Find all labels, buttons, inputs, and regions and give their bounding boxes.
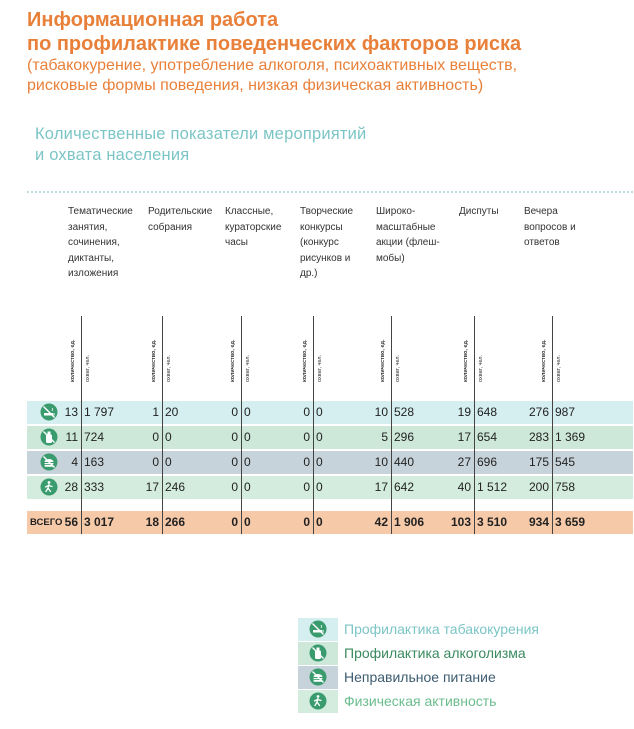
cell-count: 4 bbox=[71, 455, 78, 469]
no-junk-food-icon bbox=[309, 668, 327, 691]
cell-reach: 1 512 bbox=[477, 480, 508, 494]
cell-reach: 266 bbox=[165, 515, 186, 529]
cell-count: 17 bbox=[374, 480, 388, 494]
sublabel-reach-wrap bbox=[316, 320, 330, 382]
cell-count: 0 bbox=[303, 515, 310, 529]
cell-count: 10 bbox=[374, 405, 388, 419]
cell-count: 17 bbox=[457, 430, 471, 444]
sublabel-reach-wrap bbox=[555, 320, 569, 382]
column-header-2: Родительские собрания bbox=[148, 206, 213, 233]
section-title-line1: Количественные показатели мероприятий bbox=[35, 125, 367, 143]
cell-reach: 246 bbox=[165, 480, 186, 494]
cell-reach: 20 bbox=[165, 405, 179, 419]
cell-count: 11 bbox=[65, 430, 78, 444]
cell-count: 0 bbox=[231, 455, 238, 469]
column-header-7: Вечера вопросов и ответов bbox=[524, 206, 576, 248]
sublabel-reach: охват, чел. bbox=[166, 355, 172, 382]
sublabel-reach-wrap bbox=[84, 320, 98, 382]
sublabel-reach: охват, чел. bbox=[395, 355, 401, 382]
page-title-line1: Информационная работа bbox=[27, 9, 279, 31]
legend-label: Физическая активность bbox=[344, 693, 497, 709]
cell-count: 0 bbox=[152, 430, 159, 444]
sublabel-count: количество, ед. bbox=[463, 339, 469, 382]
cell-reach: 3 659 bbox=[555, 515, 586, 529]
cell-count: 27 bbox=[457, 455, 471, 469]
cell-reach: 0 bbox=[244, 515, 251, 529]
cell-count: 0 bbox=[152, 455, 159, 469]
cell-reach: 0 bbox=[316, 480, 323, 494]
cell-reach: 0 bbox=[316, 515, 323, 529]
cell-count: 28 bbox=[64, 480, 78, 494]
column-divider bbox=[162, 316, 163, 534]
header bbox=[27, 8, 627, 96]
cell-reach: 0 bbox=[316, 405, 323, 419]
column-header-3: Классные, кураторские часы bbox=[225, 206, 282, 248]
cell-reach: 163 bbox=[84, 455, 105, 469]
cell-count: 56 bbox=[64, 515, 78, 529]
cell-count: 0 bbox=[303, 430, 310, 444]
cell-reach: 1 906 bbox=[394, 515, 425, 529]
column-header-4: Творческие конкурсы (конкурс рисунков и др.) bbox=[300, 206, 354, 279]
cell-reach: 987 bbox=[555, 405, 576, 419]
legend-label: Профилактика алкоголизма bbox=[344, 645, 526, 661]
cell-reach: 545 bbox=[555, 455, 576, 469]
cell-count: 175 bbox=[528, 455, 549, 469]
column-header-6: Диспуты bbox=[459, 206, 499, 217]
cell-count: 0 bbox=[303, 455, 310, 469]
cell-reach: 528 bbox=[394, 405, 415, 419]
cell-reach: 0 bbox=[165, 430, 172, 444]
no-smoking-icon bbox=[309, 620, 327, 643]
legend-label: Неправильное питание bbox=[344, 669, 496, 685]
cell-reach: 696 bbox=[477, 455, 498, 469]
cell-reach: 1 797 bbox=[84, 405, 115, 419]
cell-reach: 758 bbox=[555, 480, 576, 494]
cell-reach: 296 bbox=[394, 430, 415, 444]
cell-reach: 0 bbox=[244, 405, 251, 419]
sublabel-count: количество, ед. bbox=[302, 339, 308, 382]
sublabel-count: количество, ед. bbox=[541, 339, 547, 382]
page-title-line2: по профилактике поведенческих факторов риска bbox=[27, 33, 522, 55]
section-title-line2: и охвата населения bbox=[35, 146, 190, 164]
cell-reach: 1 369 bbox=[555, 430, 586, 444]
cell-reach: 333 bbox=[84, 480, 105, 494]
cell-reach: 724 bbox=[84, 430, 105, 444]
cell-reach: 0 bbox=[316, 430, 323, 444]
no-alcohol-icon bbox=[309, 644, 327, 667]
sublabel-count: количество, ед. bbox=[70, 339, 76, 382]
dotted-divider bbox=[27, 191, 633, 193]
cell-reach: 642 bbox=[394, 480, 415, 494]
cell-count: 934 bbox=[528, 515, 549, 529]
cell-reach: 0 bbox=[165, 455, 172, 469]
column-divider bbox=[313, 316, 314, 534]
cell-count: 5 bbox=[381, 430, 388, 444]
column-divider bbox=[552, 316, 553, 534]
sublabel-reach-wrap bbox=[477, 320, 491, 382]
sublabel-count: количество, ед. bbox=[380, 339, 386, 382]
column-header-5: Широко-масштабные акции (флеш-мобы) bbox=[376, 206, 440, 264]
cell-count: 0 bbox=[303, 480, 310, 494]
column-divider bbox=[391, 316, 392, 534]
cell-reach: 0 bbox=[316, 455, 323, 469]
sublabel-reach: охват, чел. bbox=[317, 355, 323, 382]
legend-swatch bbox=[298, 666, 338, 689]
cell-count: 13 bbox=[64, 405, 78, 419]
cell-count: 18 bbox=[145, 515, 159, 529]
cell-count: 42 bbox=[374, 515, 388, 529]
cell-count: 17 bbox=[145, 480, 159, 494]
cell-count: 200 bbox=[528, 480, 549, 494]
sublabel-reach: охват, чел. bbox=[478, 355, 484, 382]
sublabel-count: количество, ед. bbox=[230, 339, 236, 382]
cell-count: 1 bbox=[152, 405, 159, 419]
sublabel-reach-wrap bbox=[394, 320, 408, 382]
cell-count: 0 bbox=[231, 515, 238, 529]
cell-count: 40 bbox=[457, 480, 471, 494]
sublabel-reach: охват, чел. bbox=[556, 355, 562, 382]
legend-swatch bbox=[298, 690, 338, 713]
sublabel-reach: охват, чел. bbox=[85, 355, 91, 382]
section-title bbox=[35, 124, 366, 166]
cell-reach: 654 bbox=[477, 430, 498, 444]
cell-reach: 3 017 bbox=[84, 515, 115, 529]
physical-activity-icon bbox=[309, 692, 327, 715]
sublabel-count: количество, ед. bbox=[151, 339, 157, 382]
legend-label: Профилактика табакокурения bbox=[344, 621, 539, 637]
legend-swatch bbox=[298, 642, 338, 665]
cell-count: 103 bbox=[450, 515, 471, 529]
cell-reach: 0 bbox=[244, 480, 251, 494]
cell-reach: 0 bbox=[244, 455, 251, 469]
column-divider bbox=[474, 316, 475, 534]
cell-count: 0 bbox=[231, 405, 238, 419]
sublabel-reach-wrap bbox=[244, 320, 258, 382]
cell-reach: 0 bbox=[244, 430, 251, 444]
column-divider bbox=[241, 316, 242, 534]
sublabel-reach-wrap bbox=[165, 320, 179, 382]
cell-count: 0 bbox=[303, 405, 310, 419]
page-subtitle-line1: (табакокурение, употребление алкоголя, психоактивных веществ, bbox=[27, 57, 518, 74]
cell-count: 283 bbox=[528, 430, 549, 444]
cell-reach: 3 510 bbox=[477, 515, 508, 529]
cell-count: 10 bbox=[374, 455, 388, 469]
cell-count: 0 bbox=[231, 430, 238, 444]
column-header-1: Тематические занятия, сочинения, диктанты, изложения bbox=[68, 206, 133, 279]
sublabel-reach: охват, чел. bbox=[245, 355, 251, 382]
page-subtitle-line2: рисковые формы поведения, низкая физическая активность) bbox=[27, 77, 484, 94]
column-divider bbox=[81, 316, 82, 534]
cell-count: 0 bbox=[231, 480, 238, 494]
total-label: ВСЕГО bbox=[30, 517, 63, 528]
cell-count: 19 bbox=[457, 405, 471, 419]
cell-reach: 648 bbox=[477, 405, 498, 419]
legend-swatch bbox=[298, 618, 338, 641]
cell-count: 276 bbox=[528, 405, 549, 419]
cell-reach: 440 bbox=[394, 455, 415, 469]
